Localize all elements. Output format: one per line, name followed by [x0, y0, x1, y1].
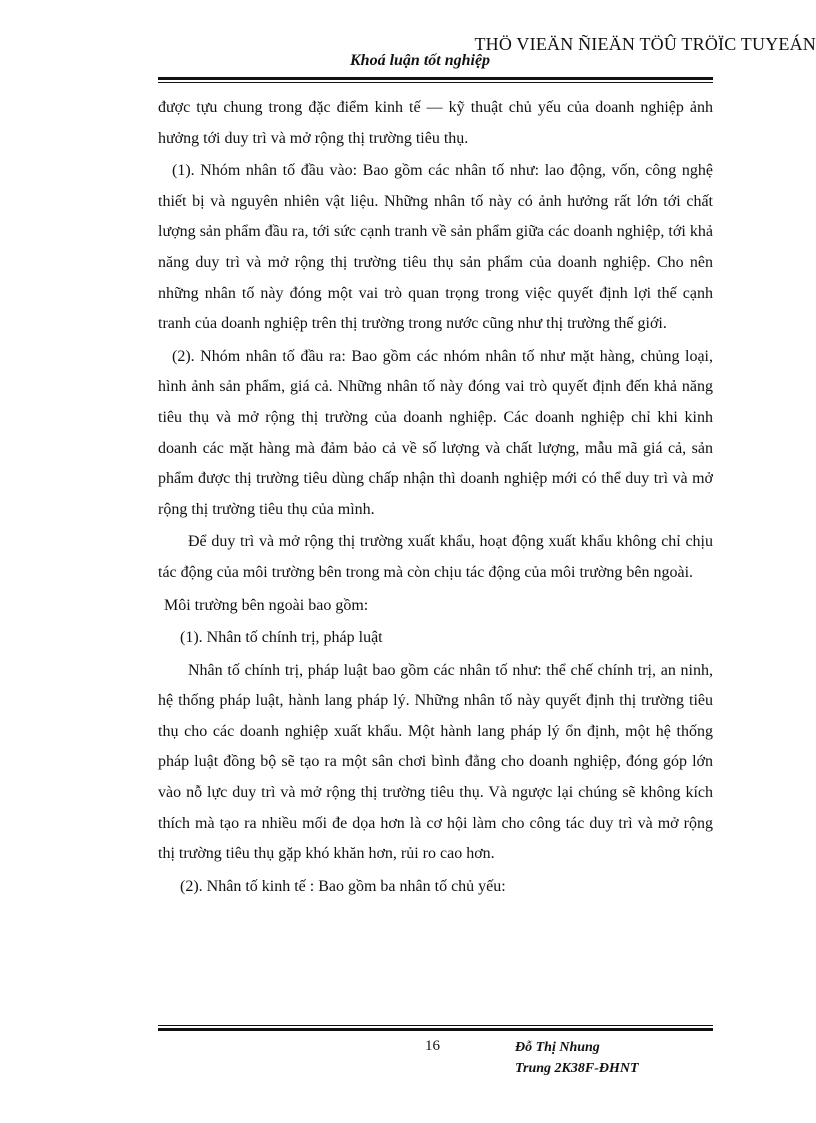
footer-rule: [158, 1025, 713, 1031]
paragraph: Môi trường bên ngoài bao gồm:: [164, 596, 369, 614]
header-rule: [158, 77, 713, 83]
author-name: Đỗ Thị Nhung: [515, 1040, 600, 1055]
paragraph: được tựu chung trong đặc điểm kinh tế — kỹ thuật chủ yếu của doanh nghiệp ảnh hưởng tới duy trì và mở rộng thị trường tiêu thụ.: [158, 99, 713, 147]
header-title: Khoá luận tốt nghiệp: [350, 52, 491, 69]
paragraph: (2). Nhóm nhân tố đầu ra: Bao gồm các nhóm nhân tố như mặt hàng, chủng loại, hình ảnh sản phẩm, giá cả. Những nhân tố này đóng vai trò quyết định đến khả năng tiêu thụ và mở rộng thị trường của doanh nghiệp. Các doanh nghiệp chỉ khi kinh doanh các mặt hàng mà đảm bảo cả về số lượng và chất lượng, mẫu mã giá cả, sản phẩm được thị trường tiêu dùng chấp nhận thì doanh nghiệp mới có thể duy trì và mở rộng thị trường tiêu thụ của mình.: [158, 347, 713, 518]
paragraph: (2). Nhân tố kinh tế : Bao gồm ba nhân tố chủ yếu:: [180, 877, 506, 895]
paragraph: Để duy trì và mở rộng thị trường xuất khẩu, hoạt động xuất khẩu không chỉ chịu tác động của môi trường bên trong mà còn chịu tác động của môi trường bên ngoài.: [158, 533, 713, 581]
paragraph: Nhân tố chính trị, pháp luật bao gồm các nhân tố như: thể chế chính trị, an ninh, hệ thống pháp luật, hành lang pháp lý. Những nhân tố này quyết định thị trường tiêu thụ cho các doanh nghiệp xuất khẩu. Một hành lang pháp lý ổn định, một hệ thống pháp luật đồng bộ sẽ tạo ra một sân chơi bình đẳng cho doanh nghiệp, đóng góp lớn vào nỗ lực duy trì và mở rộng thị trường tiêu thụ. Và ngược lại chúng sẽ không kích thích mà tạo ra nhiều mối đe dọa hơn là cơ hội làm cho công tác duy trì và mở rộng thị trường tiêu thụ gặp khó khăn hơn, rủi ro cao hơn.: [158, 661, 713, 863]
page-number: 16: [425, 1038, 440, 1054]
library-watermark: THÖ VIEÄN ÑIEÄN TÖÛ TRÖÏC TUYEÁN: [474, 34, 816, 54]
author-info: [515, 1037, 639, 1079]
author-class: Trung 2K38F-ĐHNT: [515, 1061, 639, 1076]
document-body: [158, 93, 713, 902]
paragraph: (1). Nhóm nhân tố đầu vào: Bao gồm các nhân tố như: lao động, vốn, công nghệ thiết bị và nguyên nhiên vật liệu. Những nhân tố này có ảnh hưởng rất lớn tới chất lượng sản phẩm đầu ra, tới sức cạnh tranh về sản phẩm giữa các doanh nghiệp, tới khả năng duy trì và mở rộng thị trường tiêu thụ sản phẩm của doanh nghiệp. Cho nên những nhân tố này đóng một vai trò quan trọng trong việc quyết định lợi thế cạnh tranh của doanh nghiệp trên thị trường trong nước cũng như thị trường thế giới.: [158, 162, 713, 333]
paragraph: (1). Nhân tố chính trị, pháp luật: [180, 629, 383, 647]
